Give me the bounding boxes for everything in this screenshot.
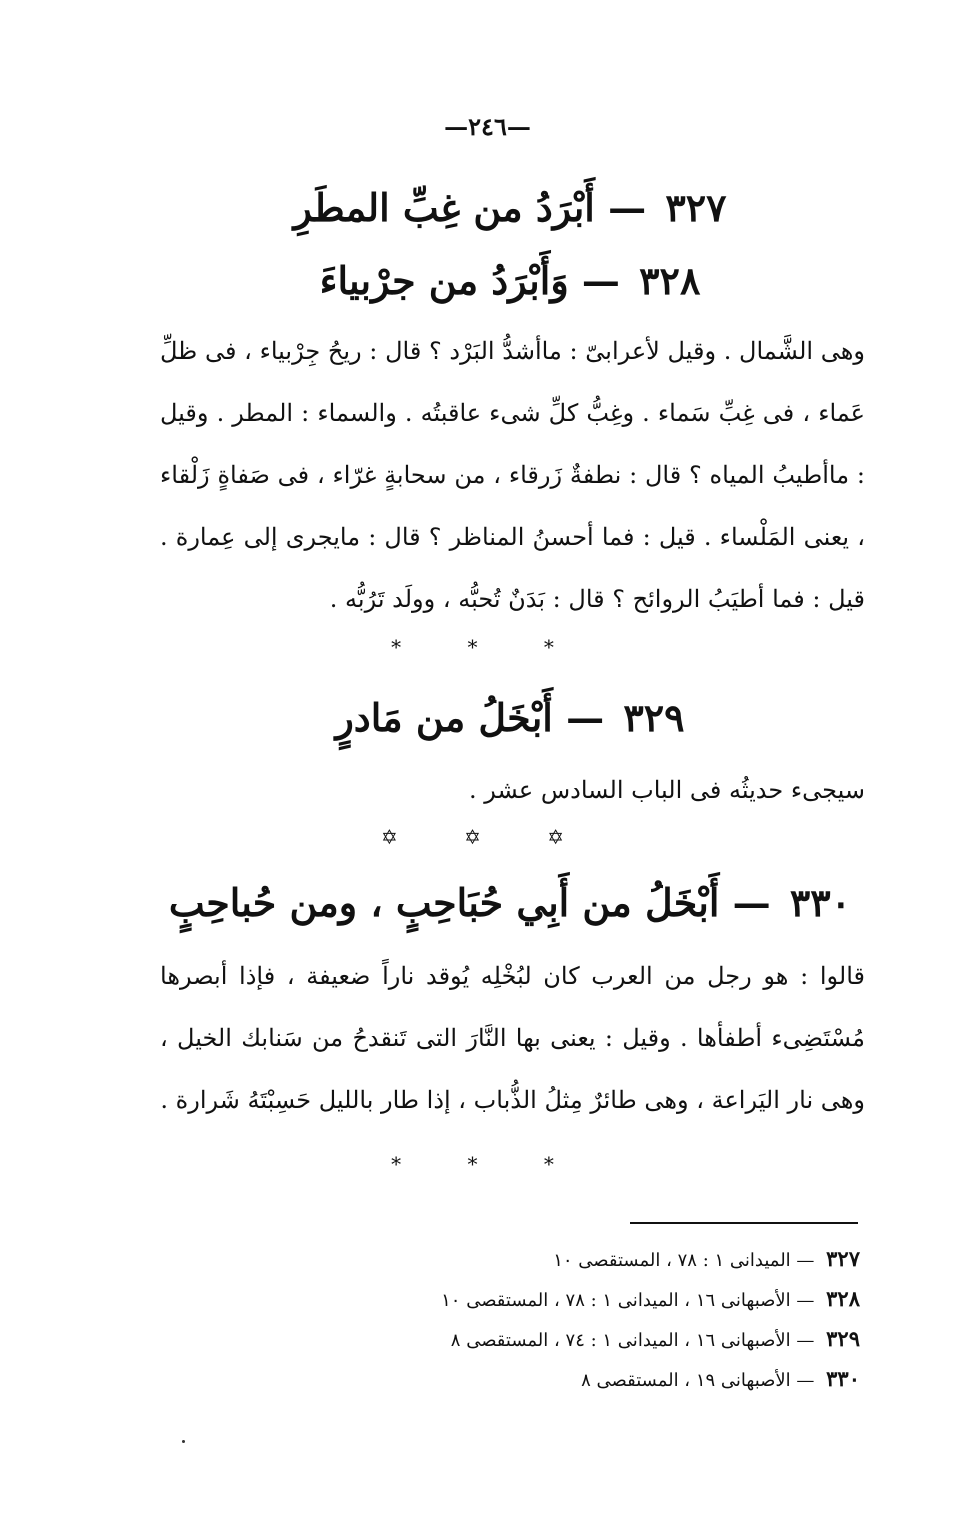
entry-title: أَبْخَلُ من مَادرٍ — [335, 695, 553, 740]
entry-heading-330 — [150, 880, 870, 925]
footnote-number: ٣٢٧ — [826, 1246, 860, 1271]
footnote-item — [380, 1280, 860, 1320]
ink-speck — [182, 1440, 185, 1443]
footnote-dash: — — [796, 1330, 815, 1351]
footnotes — [380, 1240, 860, 1400]
entry-dash: — — [732, 880, 771, 925]
page-number: —٢٤٦— — [444, 112, 531, 141]
entry-heading-329 — [150, 695, 870, 740]
footnote-text: الأصبهانى ١٩ ، المستقصى ٨ — [581, 1370, 791, 1391]
entry-number: ٣٢٧ — [665, 185, 727, 230]
section-separator: * * * — [391, 1152, 584, 1176]
entry-number: ٣٣٠ — [789, 880, 852, 925]
footnote-rule — [630, 1222, 858, 1224]
entry-329-text: سيجىء حديثُه فى الباب السادس عشر . — [468, 776, 865, 804]
entry-number: ٣٢٩ — [623, 695, 685, 740]
footnote-number: ٣٢٩ — [826, 1326, 860, 1351]
entry-number: ٣٢٨ — [639, 258, 701, 303]
footnote-dash: — — [796, 1290, 815, 1311]
entry-dash: — — [608, 185, 647, 230]
section-separator: * * * — [391, 635, 584, 659]
footnote-text: الأصبهانى ١٦ ، الميدانى ١ : ٧٤ ، المستقصى ٨ — [450, 1330, 791, 1351]
footnote-text: الميدانى ١ : ٧٨ ، المستقصى ١٠ — [553, 1250, 791, 1271]
footnote-item — [380, 1240, 860, 1280]
footnote-number: ٣٢٨ — [826, 1286, 860, 1311]
entry-heading-328 — [150, 258, 870, 303]
section-separator: ✡ ✡ ✡ — [381, 825, 594, 849]
entry-328-text: وهى الشَّمال . وقيل لأعرابىّ : ماأشدُّ البَرْد ؟ قال : ريحُ جِرْبياء ، فى ظلِّ عَماء ، فى غِبِّ سَماء . وغِبُّ كلِّ شىء عاقبتُه . والسماء : المطر . وقيل : ماأطيبُ المياه ؟ قال : نطفةٌ زَرقاء ، من سحابةٍ غرّاء ، فى صَفاةٍ زَلْقاء ، يعنى المَلْساء . قيل : فما أحسنُ المناظر ؟ قال : مايجرى إلى عِمارة . قيل : فما أطيَبُ الروائح ؟ قال : بَدَنٌ تُحبُّه ، وولَد تَرُبُّه . — [160, 337, 865, 613]
entry-title: وَأَبْرَدُ من جرْبياءَ — [319, 258, 569, 303]
footnote-text: الأصبهانى ١٦ ، الميدانى ١ : ٧٨ ، المستقصى ١٠ — [441, 1290, 791, 1311]
entry-dash: — — [581, 258, 620, 303]
footnote-item — [380, 1360, 860, 1400]
entry-title: أَبْخَلُ من أَبِي حُبَاحِبٍ ، ومن حُباحِبٍ — [168, 880, 720, 925]
footnote-dash: — — [796, 1370, 815, 1391]
entry-heading-327 — [150, 185, 870, 230]
entry-dash: — — [566, 695, 605, 740]
entry-title: أَبْرَدُ من غِبِّ المطَرِ — [293, 185, 595, 230]
entry-330-text: قالوا : هو رجل من العرب كان لبُخْلِه يُوقد ناراً ضعيفة ، فإذا أبصرها مُسْتَضِىء أطفأها . وقيل : يعنى بها النَّارَ التى تَنقدحُ من سَنابك الخيل ، وهى نار اليَراعة ، وهى طائرٌ مِثلُ الذُّباب ، إذا طار بالليل حَسِبْتَهُ شَرارة . — [160, 962, 866, 1114]
footnote-item — [380, 1320, 860, 1360]
footnote-number: ٣٣٠ — [826, 1366, 860, 1391]
footnote-dash: — — [796, 1250, 815, 1271]
